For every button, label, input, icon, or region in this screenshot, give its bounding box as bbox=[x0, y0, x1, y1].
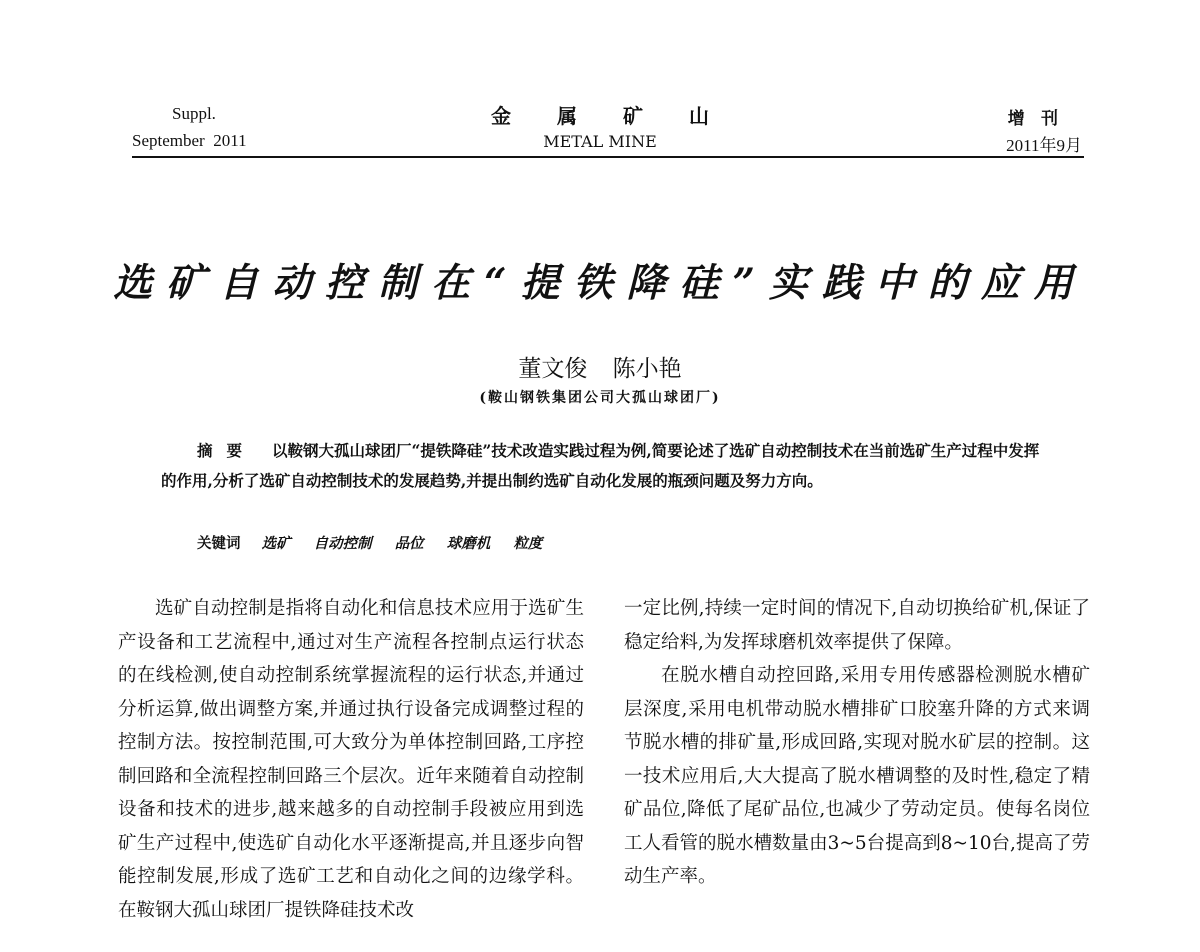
keyword: 粒度 bbox=[513, 535, 543, 552]
keyword: 选矿 bbox=[261, 535, 291, 552]
body-paragraph: 在脱水槽自动控回路,采用专用传感器检测脱水槽矿层深度,采用电机带动脱水槽排矿口胶塞升降的方式来调节脱水槽的排矿量,形成回路,实现对脱水矿层的控制。这一技术应用后,大大提高了脱水槽调整的及时性,稳定了精矿品位,降低了尾矿品位,也减少了劳动定员。使每名岗位工人看管的脱水槽数量由3~5台提高到8~10台,提高了劳动生产率。 bbox=[624, 665, 1090, 887]
abstract-text: 以鞍钢大孤山球团厂“提铁降硅”技术改造实践过程为例,简要论述了选矿自动控制技术在当前选矿生产过程中发挥的作用,分析了选矿自动控制技术的发展趋势,并提出制约选矿自动化发展的瓶颈问题及努力方向。 bbox=[161, 441, 1040, 490]
author-affiliation: (鞍山钢铁集团公司大孤山球团厂) bbox=[479, 390, 721, 406]
journal-name-cn: 金属矿山 bbox=[491, 104, 755, 128]
author-name: 陈小艳 bbox=[612, 356, 682, 382]
article-title: 选矿自动控制在“提铁降硅”实践中的应用 bbox=[113, 260, 1087, 306]
abstract-label: 摘要 bbox=[197, 441, 257, 460]
header-divider bbox=[132, 156, 1084, 158]
header-date-cn: 2011年9月 bbox=[1006, 136, 1082, 155]
body-column-left bbox=[118, 592, 584, 927]
body-paragraph: 选矿自动控制是指将自动化和信息技术应用于选矿生产设备和工艺流程中,通过对生产流程各控制点运行状态的在线检测,使自动控制系统掌握流程的运行状态,并通过分析运算,做出调整方案,并通过执行设备完成调整过程的控制方法。按控制范围,可大致分为单体控制回路,工序控制回路和全流程控制回路三个层次。近年来随着自动控制设备和技术的进步,越来越多的自动控制手段被应用到选矿生产过程中,使选矿自动化水平逐渐提高,并且逐步向智能控制发展,形成了选矿工艺和自动化之间的边缘学科。在鞍钢大孤山球团厂提铁降硅技术改 bbox=[118, 598, 584, 921]
keyword: 品位 bbox=[394, 535, 424, 552]
body-column-right bbox=[624, 592, 1090, 894]
author-name: 董文俊 bbox=[518, 356, 588, 382]
header-date-en: September 2011 bbox=[132, 131, 247, 150]
abstract bbox=[161, 436, 1046, 496]
keyword: 球磨机 bbox=[446, 535, 491, 552]
body-paragraph: 一定比例,持续一定时间的情况下,自动切换给矿机,保证了稳定给料,为发挥球磨机效率提供了保障。 bbox=[624, 598, 1090, 653]
keywords-label: 关键词 bbox=[197, 535, 241, 552]
keyword: 自动控制 bbox=[313, 535, 372, 552]
author-list bbox=[0, 350, 1200, 383]
header-suppl: Suppl. bbox=[172, 104, 216, 123]
keywords bbox=[197, 532, 560, 553]
header-issue-cn: 增 刊 bbox=[1007, 109, 1064, 128]
journal-name-en: METAL MINE bbox=[543, 132, 657, 151]
